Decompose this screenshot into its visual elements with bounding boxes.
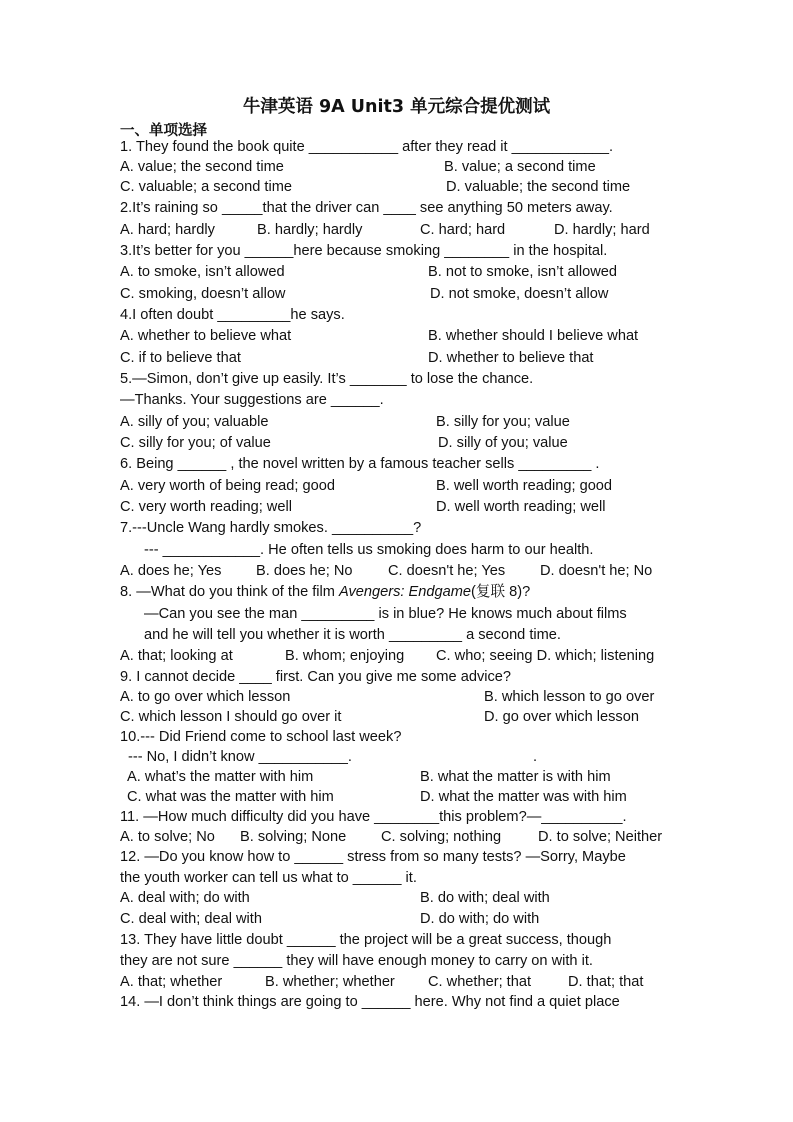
- film-title: Avengers: Endgame: [339, 584, 471, 600]
- question-13-line-2: they are not sure ______ they will have enough money to carry on with it.: [120, 953, 593, 969]
- option-4b: B. whether should I believe what: [428, 328, 639, 344]
- option-5b: B. silly for you; value: [436, 414, 570, 430]
- option-13d: D. that; that: [568, 974, 644, 990]
- option-10a: A. what’s the matter with him: [127, 769, 314, 785]
- question-5-reply: —Thanks. Your suggestions are ______.: [120, 392, 384, 408]
- option-10c: C. what was the matter with him: [127, 789, 334, 805]
- option-13b: B. whether; whether: [265, 974, 395, 990]
- option-3a: A. to smoke, isn’t allowed: [120, 264, 285, 280]
- option-7c: C. doesn't he; Yes: [388, 563, 506, 579]
- question-8-note: (复联 8)?: [471, 584, 531, 600]
- option-6b: B. well worth reading; good: [436, 478, 613, 494]
- question-1: 1. They found the book quite ___________ after they read it ____________.: [120, 139, 614, 155]
- question-14: 14. —I don’t think things are going to ______ here. Why not find a quiet place: [120, 994, 620, 1010]
- option-1d: D. valuable; the second time: [446, 179, 631, 195]
- option-8c-d: C. who; seeing D. which; listening: [436, 648, 655, 664]
- option-11c: C. solving; nothing: [381, 829, 502, 845]
- option-9b: B. which lesson to go over: [484, 689, 655, 705]
- option-3d: D. not smoke, doesn’t allow: [430, 286, 609, 302]
- option-12b: B. do with; deal with: [420, 890, 550, 906]
- option-7d: D. doesn't he; No: [540, 563, 653, 579]
- stray-period: .: [533, 749, 538, 765]
- option-2c: C. hard; hard: [420, 222, 506, 238]
- option-4c: C. if to believe that: [120, 350, 241, 366]
- option-7b: B. does he; No: [256, 563, 353, 579]
- question-12: 12. —Do you know how to ______ stress from so many tests? —Sorry, Maybe: [120, 849, 626, 865]
- option-1b: B. value; a second time: [444, 159, 596, 175]
- option-5a: A. silly of you; valuable: [120, 414, 269, 430]
- question-9: 9. I cannot decide ____ first. Can you give me some advice?: [120, 669, 512, 685]
- question-8: [120, 583, 530, 601]
- question-8-text: 8. —What do you think of the film: [120, 584, 340, 600]
- question-7: 7.---Uncle Wang hardly smokes. __________?: [120, 520, 422, 536]
- option-9d: D. go over which lesson: [484, 709, 639, 725]
- option-10d: D. what the matter was with him: [420, 789, 627, 805]
- option-2d: D. hardly; hard: [554, 222, 650, 238]
- question-13: 13. They have little doubt ______ the project will be a great success, though: [120, 932, 612, 948]
- question-4: 4.I often doubt _________he says.: [120, 307, 345, 323]
- question-2: 2.It’s raining so _____that the driver can ____ see anything 50 meters away.: [120, 200, 613, 216]
- question-11: 11. —How much difficulty did you have ________this problem?—__________.: [120, 809, 627, 825]
- option-13c: C. whether; that: [428, 974, 532, 990]
- option-6c: C. very worth reading; well: [120, 499, 292, 515]
- question-5: 5.—Simon, don’t give up easily. It’s _______ to lose the chance.: [120, 371, 534, 387]
- option-10b: B. what the matter is with him: [420, 769, 611, 785]
- option-2b: B. hardly; hardly: [257, 222, 363, 238]
- question-10: 10.--- Did Friend come to school last week?: [120, 729, 402, 745]
- section-heading: 一、单项选择: [120, 123, 207, 139]
- option-12c: C. deal with; deal with: [120, 911, 262, 927]
- option-5c: C. silly for you; of value: [120, 435, 271, 451]
- question-3: 3.It’s better for you ______here because smoking ________ in the hospital.: [120, 243, 608, 259]
- option-12d: D. do with; do with: [420, 911, 540, 927]
- option-2a: A. hard; hardly: [120, 222, 215, 238]
- option-13a: A. that; whether: [120, 974, 223, 990]
- question-8-line-2: —Can you see the man _________ is in blue? He knows much about films: [144, 606, 627, 622]
- page-title: 牛津英语 9A Unit3 单元综合提优测试: [242, 97, 551, 117]
- option-11b: B. solving; None: [240, 829, 347, 845]
- option-11d: D. to solve; Neither: [538, 829, 663, 845]
- option-6a: A. very worth of being read; good: [120, 478, 335, 494]
- option-6d: D. well worth reading; well: [436, 499, 606, 515]
- option-1a: A. value; the second time: [120, 159, 284, 175]
- option-1c: C. valuable; a second time: [120, 179, 292, 195]
- option-12a: A. deal with; do with: [120, 890, 250, 906]
- option-9a: A. to go over which lesson: [120, 689, 291, 705]
- option-4d: D. whether to believe that: [428, 350, 594, 366]
- option-8b: B. whom; enjoying: [285, 648, 405, 664]
- option-9c: C. which lesson I should go over it: [120, 709, 342, 725]
- option-3b: B. not to smoke, isn’t allowed: [428, 264, 617, 280]
- option-8a: A. that; looking at: [120, 648, 233, 664]
- question-10-reply: --- No, I didn’t know ___________.: [128, 749, 352, 765]
- option-3c: C. smoking, doesn’t allow: [120, 286, 286, 302]
- question-7-reply: --- ____________. He often tells us smoking does harm to our health.: [144, 542, 594, 558]
- question-8-line-3: and he will tell you whether it is worth _________ a second time.: [144, 627, 561, 643]
- option-7a: A. does he; Yes: [120, 563, 222, 579]
- question-6: 6. Being ______ , the novel written by a famous teacher sells _________ .: [120, 456, 600, 472]
- option-4a: A. whether to believe what: [120, 328, 292, 344]
- option-11a: A. to solve; No: [120, 829, 215, 845]
- question-12-line-2: the youth worker can tell us what to ______ it.: [120, 870, 417, 886]
- option-5d: D. silly of you; value: [438, 435, 568, 451]
